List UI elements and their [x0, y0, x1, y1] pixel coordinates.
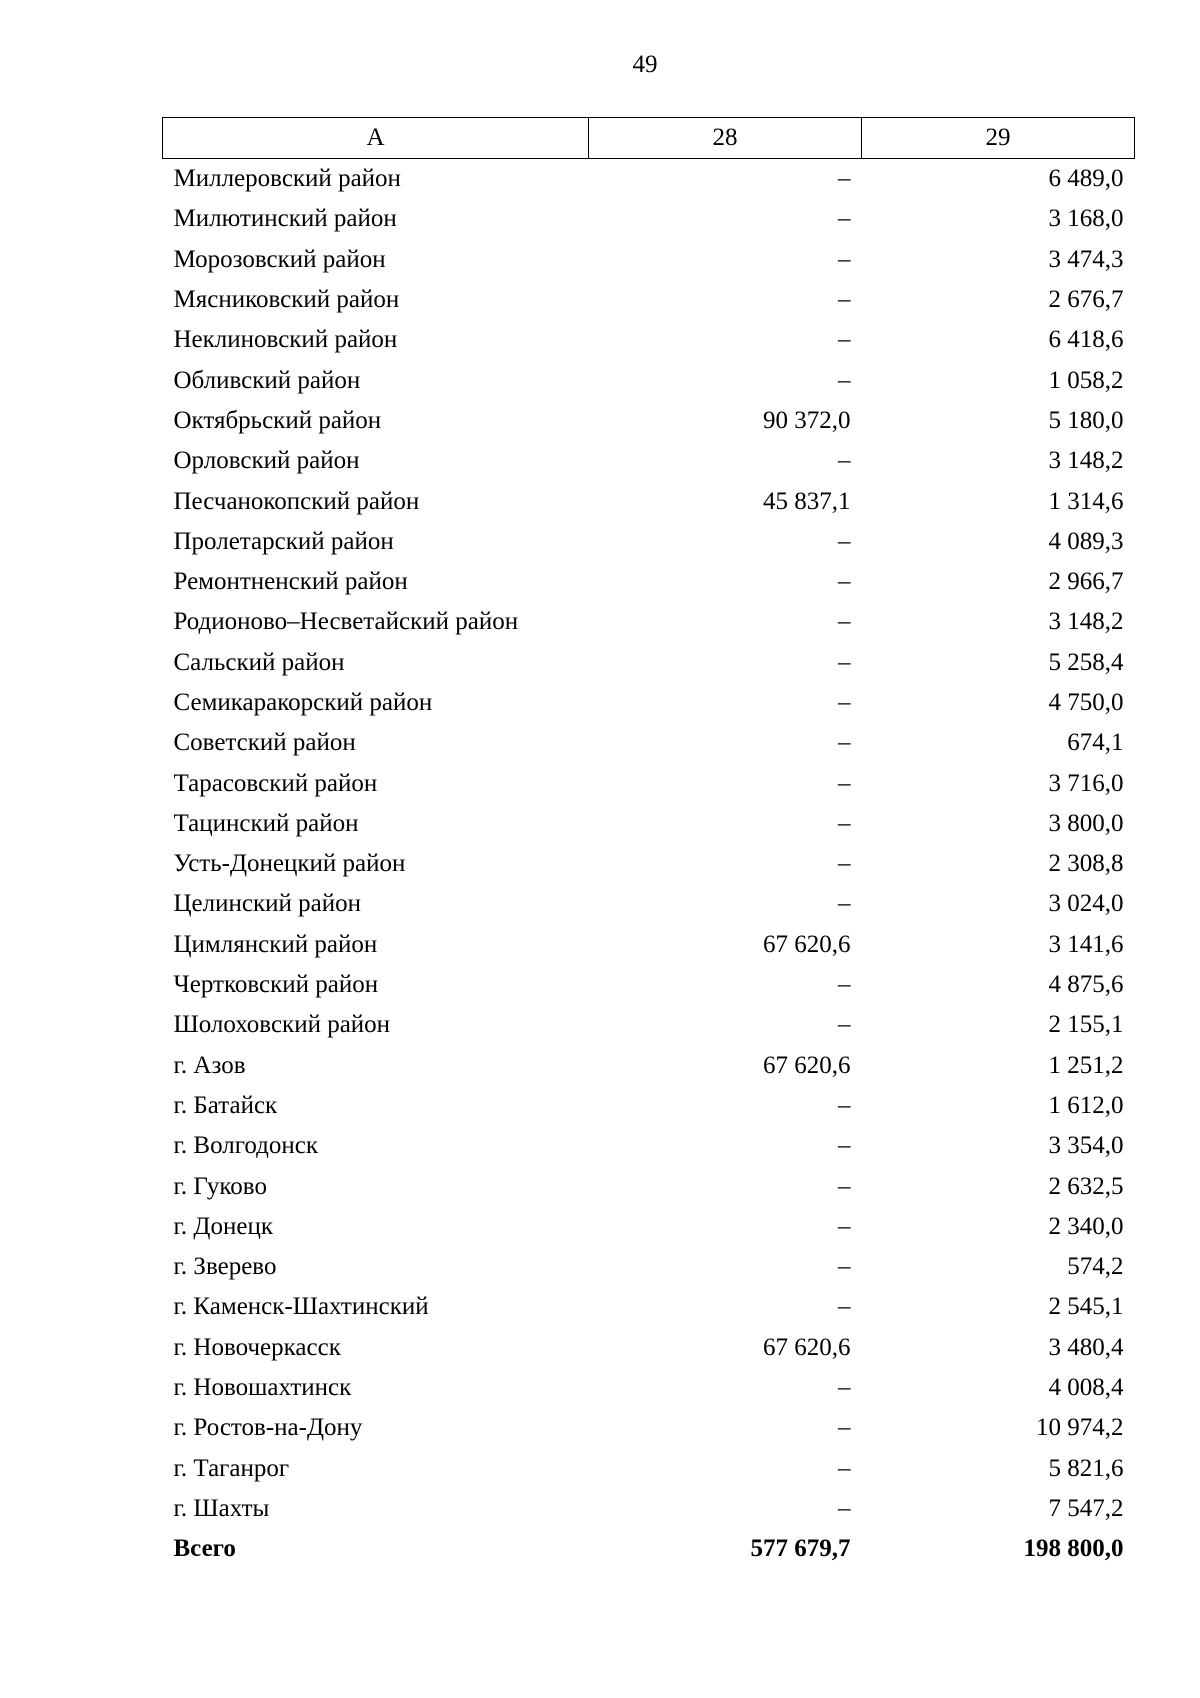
row-name-cell: Целинский район: [173, 890, 361, 918]
table-row: [163, 360, 1135, 400]
row-value-28-cell: –: [838, 850, 851, 878]
row-value-29-cell: 3 148,2: [1048, 608, 1124, 636]
row-name-cell: г. Батайск: [173, 1091, 278, 1119]
row-value-29-cell: 4 875,6: [1048, 971, 1124, 999]
row-value-28-cell: –: [838, 1454, 851, 1482]
row-name-cell: г. Гуково: [173, 1172, 267, 1200]
row-name-cell: Усть-Донецкий район: [173, 850, 406, 878]
row-value-28-cell: –: [838, 1494, 851, 1522]
table-row: [163, 481, 1135, 521]
row-value-28-cell: –: [838, 769, 851, 797]
row-value-29-cell: 3 480,4: [1048, 1333, 1124, 1361]
table-row: [163, 1247, 1135, 1287]
row-value-28-cell: 67 620,6: [763, 930, 851, 958]
row-value-28-cell: –: [838, 286, 851, 314]
header-row: [163, 118, 1135, 159]
row-value-29-cell: 1 612,0: [1048, 1091, 1124, 1119]
header-col-28: 28: [589, 118, 862, 159]
row-value-29-cell: 5 821,6: [1048, 1454, 1124, 1482]
row-value-28-cell: –: [838, 568, 851, 596]
row-value-28-cell: 90 372,0: [763, 406, 851, 434]
header-col-a: А: [163, 118, 589, 159]
table-row: [163, 1166, 1135, 1206]
row-value-29-cell: 7 547,2: [1048, 1494, 1124, 1522]
row-value-28-cell: –: [838, 1091, 851, 1119]
table-row: [163, 1489, 1135, 1529]
row-value-29-cell: 4 089,3: [1048, 527, 1124, 555]
table-row: [163, 844, 1135, 884]
row-name-cell: Семикаракорский район: [173, 689, 433, 716]
row-name-cell: Милютинский район: [173, 205, 397, 233]
row-name-cell: г. Шахты: [173, 1494, 270, 1522]
row-value-28-cell: –: [838, 1374, 851, 1402]
row-name-cell: Мясниковский район: [173, 286, 400, 314]
row-value-28-cell: –: [838, 608, 851, 636]
row-value-29-cell: 2 676,7: [1048, 286, 1124, 314]
table-row: [163, 683, 1135, 723]
row-value-28-cell: –: [838, 205, 851, 233]
row-name-cell: Морозовский район: [173, 245, 386, 273]
row-value-29-cell: 1 058,2: [1048, 366, 1124, 394]
table-row: [163, 884, 1135, 924]
row-name-cell: Шолоховский район: [173, 1011, 391, 1039]
table-row: [163, 1005, 1135, 1045]
row-name-cell: Орловский район: [173, 447, 360, 475]
total-name-cell: Всего: [173, 1535, 236, 1563]
table-row: [163, 441, 1135, 481]
table-row: [163, 1287, 1135, 1327]
row-name-cell: г. Каменск-Шахтинский: [173, 1293, 429, 1321]
table-row: [163, 159, 1135, 200]
row-value-29-cell: 1 314,6: [1048, 487, 1124, 515]
row-name-cell: Тарасовский район: [173, 769, 378, 797]
row-value-29-cell: 3 800,0: [1048, 809, 1124, 837]
row-value-29-cell: 3 168,0: [1048, 205, 1124, 233]
row-value-28-cell: –: [838, 729, 851, 757]
table-row: [163, 1328, 1135, 1368]
row-name-cell: Советский район: [173, 729, 356, 757]
row-value-28-cell: –: [838, 1011, 851, 1039]
header-col-29: 29: [862, 118, 1135, 159]
row-value-29-cell: 2 340,0: [1048, 1212, 1124, 1240]
table-row: [163, 1207, 1135, 1247]
row-name-cell: Родионово–Несветайский район: [173, 608, 519, 636]
row-value-28-cell: 67 620,6: [763, 1333, 851, 1361]
row-value-29-cell: 674,1: [1067, 729, 1124, 757]
row-name-cell: г. Ростов-на-Дону: [173, 1414, 363, 1442]
page-number: 49: [632, 51, 658, 78]
row-value-28-cell: –: [838, 326, 851, 354]
row-value-28-cell: –: [838, 1253, 851, 1281]
table-row: [163, 562, 1135, 602]
row-value-28-cell: –: [838, 1212, 851, 1240]
row-value-29-cell: 2 966,7: [1048, 568, 1124, 596]
data-table: [162, 117, 1135, 1569]
table-row: [163, 522, 1135, 562]
table-row: [163, 1408, 1135, 1448]
row-value-28-cell: –: [838, 971, 851, 999]
row-value-29-cell: 3 716,0: [1048, 769, 1124, 797]
table-header: [163, 118, 1135, 159]
row-value-28-cell: –: [838, 1172, 851, 1200]
total-value-29-cell: 198 800,0: [1023, 1535, 1124, 1563]
row-value-28-cell: –: [838, 648, 851, 676]
row-name-cell: г. Новошахтинск: [173, 1374, 352, 1402]
row-value-29-cell: 3 024,0: [1048, 890, 1124, 918]
row-value-29-cell: 5 180,0: [1048, 406, 1124, 434]
table-row: [163, 763, 1135, 803]
row-name-cell: г. Таганрог: [173, 1454, 290, 1482]
row-name-cell: г. Азов: [173, 1051, 246, 1079]
row-value-28-cell: 45 837,1: [763, 487, 851, 515]
row-value-28-cell: –: [838, 165, 851, 193]
table-row: [163, 1368, 1135, 1408]
row-value-29-cell: 3 354,0: [1048, 1132, 1124, 1160]
row-value-29-cell: 574,2: [1067, 1253, 1124, 1281]
row-name-cell: Миллеровский район: [173, 165, 401, 193]
table-row: [163, 1126, 1135, 1166]
row-name-cell: Чертковский район: [173, 971, 379, 999]
table-row: [163, 401, 1135, 441]
row-name-cell: Тацинский район: [173, 809, 359, 837]
row-value-28-cell: –: [838, 689, 851, 716]
row-name-cell: Обливский район: [173, 366, 361, 394]
row-value-28-cell: –: [838, 527, 851, 555]
row-value-29-cell: 4 008,4: [1048, 1374, 1124, 1402]
row-value-28-cell: –: [838, 1414, 851, 1442]
row-value-28-cell: 67 620,6: [763, 1051, 851, 1079]
row-value-29-cell: 3 141,6: [1048, 930, 1124, 958]
row-value-29-cell: 3 474,3: [1048, 245, 1124, 273]
row-value-28-cell: –: [838, 809, 851, 837]
row-value-28-cell: –: [838, 366, 851, 394]
row-name-cell: Пролетарский район: [173, 527, 394, 555]
row-value-29-cell: 6 418,6: [1048, 326, 1124, 354]
row-value-29-cell: 2 308,8: [1048, 850, 1124, 878]
table-row: [163, 643, 1135, 683]
row-name-cell: Сальский район: [173, 648, 345, 676]
row-value-29-cell: 10 974,2: [1036, 1414, 1124, 1442]
table-row: [163, 280, 1135, 320]
total-value-28-cell: 577 679,7: [750, 1535, 851, 1563]
row-value-29-cell: 2 545,1: [1048, 1293, 1124, 1321]
table-row: [163, 602, 1135, 642]
table-row: [163, 723, 1135, 763]
table-row: [163, 240, 1135, 280]
table-row: [163, 320, 1135, 360]
row-value-28-cell: –: [838, 447, 851, 475]
row-name-cell: Песчанокопский район: [173, 487, 420, 515]
row-name-cell: г. Донецк: [173, 1212, 273, 1240]
row-value-29-cell: 1 251,2: [1048, 1051, 1124, 1079]
row-name-cell: г. Зверево: [173, 1253, 277, 1281]
row-name-cell: Цимлянский район: [173, 930, 378, 958]
total-row: [163, 1529, 1135, 1569]
row-value-29-cell: 6 489,0: [1048, 165, 1124, 193]
table-row: [163, 1046, 1135, 1086]
table-row: [163, 804, 1135, 844]
table-row: [163, 1086, 1135, 1126]
table-row: [163, 1449, 1135, 1489]
table-body: [163, 159, 1135, 1570]
row-value-29-cell: 2 155,1: [1048, 1011, 1124, 1039]
row-value-29-cell: 2 632,5: [1048, 1172, 1124, 1200]
row-name-cell: Ремонтненский район: [173, 568, 408, 596]
row-value-28-cell: –: [838, 1293, 851, 1321]
table-row: [163, 199, 1135, 239]
row-value-28-cell: –: [838, 890, 851, 918]
row-name-cell: г. Новочеркасск: [173, 1333, 341, 1361]
row-name-cell: Неклиновский район: [173, 326, 398, 354]
row-value-28-cell: –: [838, 245, 851, 273]
row-name-cell: г. Волгодонск: [173, 1132, 319, 1160]
row-value-29-cell: 5 258,4: [1048, 648, 1124, 676]
table-row: [163, 965, 1135, 1005]
row-value-29-cell: 4 750,0: [1048, 689, 1124, 716]
row-name-cell: Октябрьский район: [173, 406, 382, 434]
table-row: [163, 925, 1135, 965]
row-value-28-cell: –: [838, 1132, 851, 1160]
row-value-29-cell: 3 148,2: [1048, 447, 1124, 475]
